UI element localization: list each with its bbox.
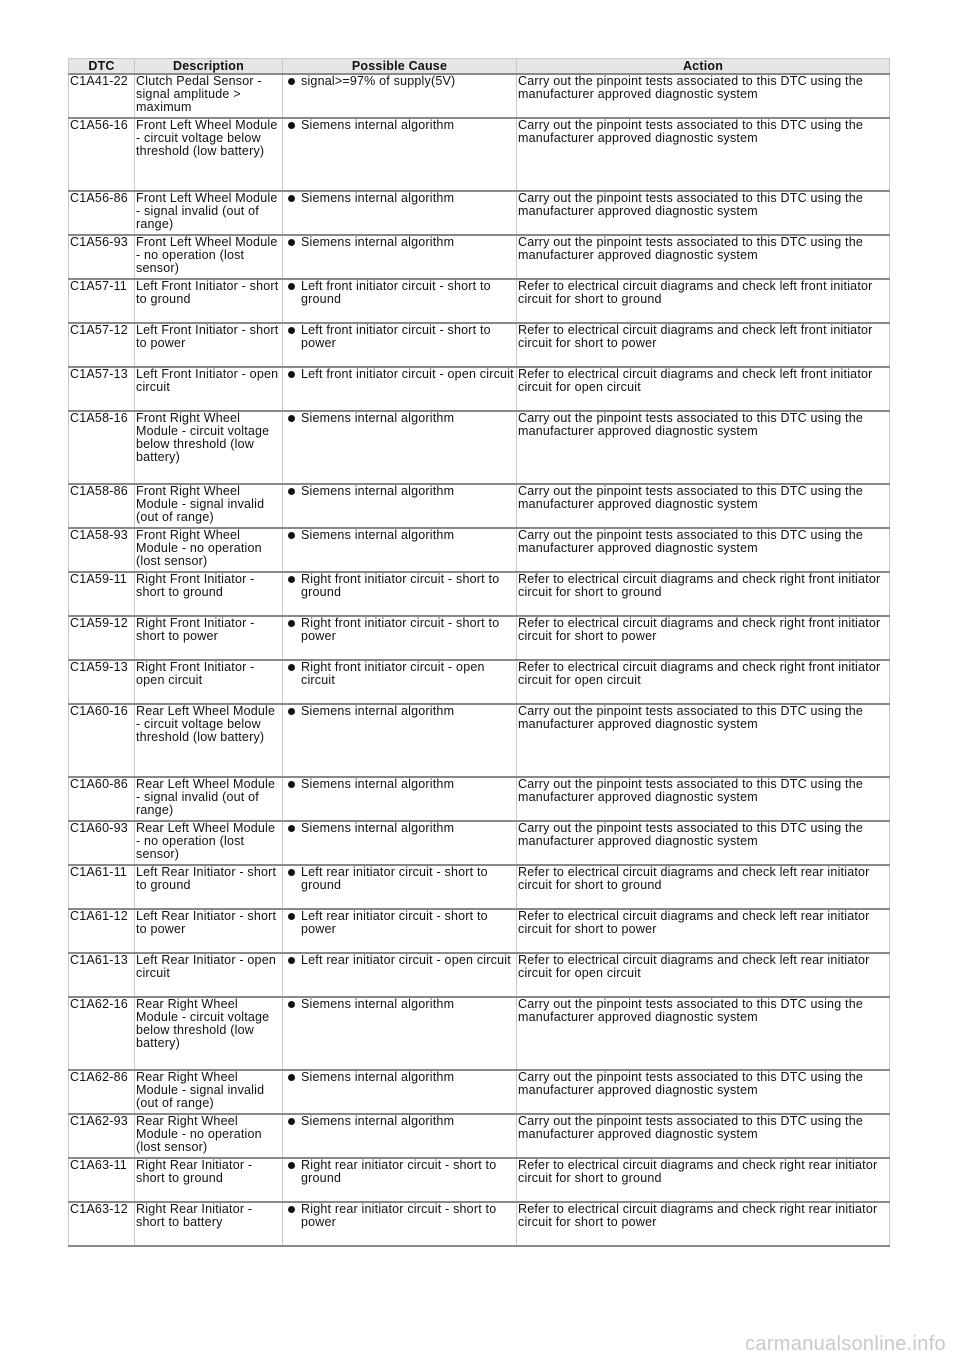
- table-row: [69, 572, 890, 616]
- table-header-row: [69, 59, 890, 75]
- dtc-code: [69, 367, 135, 411]
- dtc-description-text: Right Rear Initiator - short to ground: [136, 1158, 253, 1185]
- possible-cause: [283, 411, 517, 484]
- possible-cause-text: Left rear initiator circuit - short to power: [301, 909, 488, 936]
- table-row: [69, 235, 890, 279]
- possible-cause-text: Siemens internal algorithm: [301, 777, 455, 791]
- dtc-code: [69, 660, 135, 704]
- dtc-description: [135, 909, 283, 953]
- dtc-action-text: Refer to electrical circuit diagrams and check left front initiator circuit for open circuit: [518, 367, 873, 394]
- dtc-code: [69, 821, 135, 865]
- bullet-icon: [288, 1162, 295, 1169]
- table-row: [69, 865, 890, 909]
- dtc-description-text: Front Right Wheel Module - circuit voltage below threshold (low battery): [136, 411, 270, 464]
- table-row: [69, 1114, 890, 1158]
- bullet-icon: [288, 781, 295, 788]
- possible-cause: [283, 660, 517, 704]
- possible-cause-text: Siemens internal algorithm: [301, 411, 455, 425]
- dtc-action: [517, 411, 890, 484]
- dtc-action: [517, 235, 890, 279]
- dtc-description: [135, 953, 283, 997]
- dtc-description: [135, 323, 283, 367]
- dtc-code: [69, 909, 135, 953]
- possible-cause: [283, 777, 517, 821]
- dtc-action-text: Carry out the pinpoint tests associated to this DTC using the manufacturer approved diagnostic system: [518, 235, 864, 262]
- table-row: [69, 279, 890, 323]
- table-row: [69, 660, 890, 704]
- dtc-action-text: Refer to electrical circuit diagrams and check left rear initiator circuit for short to power: [518, 909, 870, 936]
- dtc-description-text: Rear Left Wheel Module - no operation (lost sensor): [136, 821, 276, 861]
- table-row: [69, 821, 890, 865]
- possible-cause: [283, 953, 517, 997]
- dtc-action: [517, 323, 890, 367]
- dtc-action-text: Carry out the pinpoint tests associated to this DTC using the manufacturer approved diagnostic system: [518, 191, 864, 218]
- dtc-action-text: Refer to electrical circuit diagrams and check left rear initiator circuit for short to ground: [518, 865, 870, 892]
- dtc-code-text: C1A63-12: [70, 1202, 128, 1216]
- dtc-action-text: Carry out the pinpoint tests associated to this DTC using the manufacturer approved diagnostic system: [518, 704, 864, 731]
- possible-cause-text: Siemens internal algorithm: [301, 1070, 455, 1084]
- dtc-code-text: C1A60-86: [70, 777, 128, 791]
- dtc-description: [135, 704, 283, 777]
- dtc-code: [69, 484, 135, 528]
- dtc-action: [517, 704, 890, 777]
- table-body: [69, 74, 890, 1246]
- dtc-code: [69, 74, 135, 118]
- dtc-description: [135, 1070, 283, 1114]
- dtc-action-text: Carry out the pinpoint tests associated to this DTC using the manufacturer approved diagnostic system: [518, 821, 864, 848]
- dtc-action-text: Carry out the pinpoint tests associated to this DTC using the manufacturer approved diagnostic system: [518, 411, 864, 438]
- dtc-code-text: C1A62-86: [70, 1070, 128, 1084]
- bullet-icon: [288, 532, 295, 539]
- dtc-description: [135, 865, 283, 909]
- possible-cause: [283, 528, 517, 572]
- dtc-code: [69, 235, 135, 279]
- table-row: [69, 953, 890, 997]
- possible-cause-text: Left front initiator circuit - short to ground: [301, 279, 491, 306]
- dtc-description: [135, 572, 283, 616]
- dtc-action-text: Refer to electrical circuit diagrams and check left front initiator circuit for short to ground: [518, 279, 873, 306]
- dtc-action: [517, 74, 890, 118]
- table-row: [69, 704, 890, 777]
- dtc-description-text: Rear Right Wheel Module - no operation (lost sensor): [136, 1114, 262, 1154]
- possible-cause-text: Siemens internal algorithm: [301, 484, 455, 498]
- possible-cause-text: Siemens internal algorithm: [301, 821, 455, 835]
- dtc-code: [69, 1202, 135, 1246]
- dtc-action-text: Carry out the pinpoint tests associated to this DTC using the manufacturer approved diagnostic system: [518, 484, 864, 511]
- dtc-action: [517, 909, 890, 953]
- dtc-code-text: C1A59-13: [70, 660, 128, 674]
- dtc-code: [69, 1158, 135, 1202]
- bullet-icon: [288, 957, 295, 964]
- dtc-description-text: Clutch Pedal Sensor - signal amplitude > maximum: [136, 74, 262, 114]
- table-row: [69, 997, 890, 1070]
- table-row: [69, 909, 890, 953]
- dtc-description: [135, 616, 283, 660]
- bullet-icon: [288, 664, 295, 671]
- possible-cause-text: Right front initiator circuit - short to ground: [301, 572, 500, 599]
- dtc-description: [135, 191, 283, 235]
- dtc-code: [69, 1114, 135, 1158]
- dtc-description-text: Right Front Initiator - short to ground: [136, 572, 255, 599]
- dtc-action-text: Carry out the pinpoint tests associated to this DTC using the manufacturer approved diagnostic system: [518, 74, 864, 101]
- possible-cause: [283, 997, 517, 1070]
- dtc-code: [69, 777, 135, 821]
- dtc-action: [517, 367, 890, 411]
- table-row: [69, 367, 890, 411]
- dtc-action: [517, 191, 890, 235]
- header-dtc: DTC: [69, 59, 135, 75]
- bullet-icon: [288, 1206, 295, 1213]
- dtc-description: [135, 118, 283, 191]
- possible-cause: [283, 1202, 517, 1246]
- header-possible-cause: Possible Cause: [283, 59, 517, 75]
- possible-cause: [283, 323, 517, 367]
- table-row: [69, 118, 890, 191]
- possible-cause: [283, 191, 517, 235]
- dtc-code: [69, 118, 135, 191]
- dtc-action-text: Refer to electrical circuit diagrams and check right front initiator circuit for short to power: [518, 616, 881, 643]
- possible-cause-text: Siemens internal algorithm: [301, 528, 455, 542]
- possible-cause: [283, 279, 517, 323]
- possible-cause-text: Left rear initiator circuit - short to ground: [301, 865, 488, 892]
- possible-cause: [283, 572, 517, 616]
- table-row: [69, 484, 890, 528]
- dtc-code-text: C1A58-93: [70, 528, 128, 542]
- dtc-code-text: C1A57-13: [70, 367, 128, 381]
- bullet-icon: [288, 576, 295, 583]
- dtc-description: [135, 74, 283, 118]
- dtc-code: [69, 704, 135, 777]
- dtc-action-text: Carry out the pinpoint tests associated to this DTC using the manufacturer approved diagnostic system: [518, 1114, 864, 1141]
- dtc-table: [68, 58, 890, 1247]
- dtc-description: [135, 1114, 283, 1158]
- bullet-icon: [288, 825, 295, 832]
- possible-cause-text: Left front initiator circuit - short to power: [301, 323, 491, 350]
- dtc-description: [135, 777, 283, 821]
- dtc-description: [135, 1158, 283, 1202]
- bullet-icon: [288, 913, 295, 920]
- possible-cause-text: Right rear initiator circuit - short to ground: [301, 1158, 497, 1185]
- dtc-action: [517, 1114, 890, 1158]
- dtc-description-text: Left Front Initiator - short to ground: [136, 279, 279, 306]
- dtc-description-text: Left Front Initiator - open circuit: [136, 367, 279, 394]
- dtc-action: [517, 997, 890, 1070]
- dtc-description: [135, 235, 283, 279]
- dtc-description-text: Right Front Initiator - short to power: [136, 616, 255, 643]
- dtc-action: [517, 572, 890, 616]
- dtc-description-text: Front Right Wheel Module - signal invalid (out of range): [136, 484, 265, 524]
- dtc-code: [69, 191, 135, 235]
- dtc-description-text: Left Rear Initiator - short to ground: [136, 865, 277, 892]
- possible-cause: [283, 1070, 517, 1114]
- dtc-code: [69, 279, 135, 323]
- bullet-icon: [288, 78, 295, 85]
- dtc-action-text: Refer to electrical circuit diagrams and check left rear initiator circuit for open circuit: [518, 953, 870, 980]
- dtc-action: [517, 953, 890, 997]
- table-row: [69, 616, 890, 660]
- possible-cause: [283, 1114, 517, 1158]
- dtc-code: [69, 865, 135, 909]
- header-description: Description: [135, 59, 283, 75]
- possible-cause: [283, 74, 517, 118]
- possible-cause-text: Left front initiator circuit - open circuit: [301, 367, 514, 381]
- dtc-code: [69, 616, 135, 660]
- dtc-description: [135, 367, 283, 411]
- dtc-description-text: Front Left Wheel Module - circuit voltage below threshold (low battery): [136, 118, 278, 158]
- dtc-description-text: Rear Left Wheel Module - signal invalid (out of range): [136, 777, 276, 817]
- dtc-description: [135, 279, 283, 323]
- possible-cause-text: signal>=97% of supply(5V): [301, 74, 456, 88]
- dtc-description-text: Front Left Wheel Module - no operation (lost sensor): [136, 235, 278, 275]
- bullet-icon: [288, 239, 295, 246]
- dtc-description-text: Left Rear Initiator - short to power: [136, 909, 277, 936]
- possible-cause-text: Siemens internal algorithm: [301, 235, 455, 249]
- dtc-action: [517, 865, 890, 909]
- bullet-icon: [288, 327, 295, 334]
- possible-cause-text: Siemens internal algorithm: [301, 191, 455, 205]
- dtc-code-text: C1A60-93: [70, 821, 128, 835]
- dtc-code-text: C1A61-12: [70, 909, 128, 923]
- dtc-action-text: Carry out the pinpoint tests associated to this DTC using the manufacturer approved diagnostic system: [518, 118, 864, 145]
- dtc-code-text: C1A61-11: [70, 865, 127, 879]
- dtc-action: [517, 528, 890, 572]
- dtc-description: [135, 528, 283, 572]
- dtc-action: [517, 118, 890, 191]
- dtc-code-text: C1A60-16: [70, 704, 128, 718]
- dtc-code-text: C1A41-22: [70, 74, 128, 88]
- dtc-description-text: Right Rear Initiator - short to battery: [136, 1202, 253, 1229]
- dtc-code: [69, 997, 135, 1070]
- dtc-code-text: C1A59-11: [70, 572, 127, 586]
- dtc-action: [517, 616, 890, 660]
- dtc-code-text: C1A58-86: [70, 484, 128, 498]
- possible-cause: [283, 484, 517, 528]
- dtc-action-text: Refer to electrical circuit diagrams and check right rear initiator circuit for short to ground: [518, 1158, 878, 1185]
- dtc-code: [69, 572, 135, 616]
- possible-cause-text: Right front initiator circuit - short to power: [301, 616, 500, 643]
- bullet-icon: [288, 195, 295, 202]
- dtc-action: [517, 1158, 890, 1202]
- dtc-description: [135, 411, 283, 484]
- dtc-description: [135, 821, 283, 865]
- possible-cause-text: Siemens internal algorithm: [301, 1114, 455, 1128]
- dtc-action-text: Carry out the pinpoint tests associated to this DTC using the manufacturer approved diagnostic system: [518, 777, 864, 804]
- bullet-icon: [288, 371, 295, 378]
- dtc-code: [69, 528, 135, 572]
- bullet-icon: [288, 488, 295, 495]
- dtc-code: [69, 323, 135, 367]
- possible-cause: [283, 821, 517, 865]
- possible-cause: [283, 704, 517, 777]
- dtc-code-text: C1A61-13: [70, 953, 128, 967]
- watermark: carmanualsonline.info: [745, 1333, 946, 1355]
- dtc-code-text: C1A56-16: [70, 118, 128, 132]
- dtc-code-text: C1A59-12: [70, 616, 128, 630]
- dtc-code-text: C1A57-12: [70, 323, 128, 337]
- table-row: [69, 191, 890, 235]
- possible-cause: [283, 865, 517, 909]
- dtc-code-text: C1A56-86: [70, 191, 128, 205]
- dtc-action: [517, 484, 890, 528]
- possible-cause: [283, 235, 517, 279]
- possible-cause: [283, 367, 517, 411]
- possible-cause: [283, 1158, 517, 1202]
- bullet-icon: [288, 1118, 295, 1125]
- dtc-code: [69, 411, 135, 484]
- possible-cause-text: Right front initiator circuit - open circuit: [301, 660, 485, 687]
- bullet-icon: [288, 415, 295, 422]
- dtc-action-text: Carry out the pinpoint tests associated to this DTC using the manufacturer approved diagnostic system: [518, 997, 864, 1024]
- possible-cause-text: Siemens internal algorithm: [301, 997, 455, 1011]
- dtc-code: [69, 953, 135, 997]
- table-row: [69, 74, 890, 118]
- dtc-action-text: Refer to electrical circuit diagrams and check right rear initiator circuit for short to power: [518, 1202, 878, 1229]
- dtc-description: [135, 484, 283, 528]
- header-action: Action: [517, 59, 890, 75]
- dtc-action-text: Refer to electrical circuit diagrams and check right front initiator circuit for short to ground: [518, 572, 881, 599]
- table-row: [69, 411, 890, 484]
- dtc-description: [135, 660, 283, 704]
- dtc-action-text: Carry out the pinpoint tests associated to this DTC using the manufacturer approved diagnostic system: [518, 528, 864, 555]
- dtc-description-text: Front Left Wheel Module - signal invalid (out of range): [136, 191, 278, 231]
- dtc-action: [517, 777, 890, 821]
- dtc-action-text: Carry out the pinpoint tests associated to this DTC using the manufacturer approved diagnostic system: [518, 1070, 864, 1097]
- table-row: [69, 1202, 890, 1246]
- table-row: [69, 777, 890, 821]
- dtc-code-text: C1A57-11: [70, 279, 127, 293]
- dtc-description: [135, 1202, 283, 1246]
- dtc-action: [517, 1202, 890, 1246]
- possible-cause: [283, 909, 517, 953]
- bullet-icon: [288, 1074, 295, 1081]
- bullet-icon: [288, 708, 295, 715]
- possible-cause-text: Left rear initiator circuit - open circuit: [301, 953, 511, 967]
- table-row: [69, 323, 890, 367]
- table-row: [69, 1158, 890, 1202]
- table-row: [69, 1070, 890, 1114]
- dtc-description: [135, 997, 283, 1070]
- bullet-icon: [288, 122, 295, 129]
- dtc-code-text: C1A62-16: [70, 997, 128, 1011]
- possible-cause: [283, 118, 517, 191]
- possible-cause-text: Siemens internal algorithm: [301, 704, 455, 718]
- dtc-action: [517, 660, 890, 704]
- dtc-code-text: C1A63-11: [70, 1158, 127, 1172]
- dtc-description-text: Left Rear Initiator - open circuit: [136, 953, 276, 980]
- dtc-action-text: Refer to electrical circuit diagrams and check right front initiator circuit for open circuit: [518, 660, 881, 687]
- dtc-action: [517, 821, 890, 865]
- bullet-icon: [288, 283, 295, 290]
- dtc-action: [517, 1070, 890, 1114]
- bullet-icon: [288, 620, 295, 627]
- dtc-description-text: Rear Left Wheel Module - circuit voltage below threshold (low battery): [136, 704, 276, 744]
- dtc-description-text: Rear Right Wheel Module - circuit voltage below threshold (low battery): [136, 997, 270, 1050]
- bullet-icon: [288, 1001, 295, 1008]
- dtc-code: [69, 1070, 135, 1114]
- dtc-description-text: Front Right Wheel Module - no operation (lost sensor): [136, 528, 262, 568]
- dtc-action-text: Refer to electrical circuit diagrams and check left front initiator circuit for short to power: [518, 323, 873, 350]
- bullet-icon: [288, 869, 295, 876]
- dtc-description-text: Rear Right Wheel Module - signal invalid (out of range): [136, 1070, 265, 1110]
- dtc-action: [517, 279, 890, 323]
- dtc-description-text: Left Front Initiator - short to power: [136, 323, 279, 350]
- table-row: [69, 528, 890, 572]
- possible-cause: [283, 616, 517, 660]
- dtc-code-text: C1A58-16: [70, 411, 128, 425]
- dtc-code-text: C1A62-93: [70, 1114, 128, 1128]
- dtc-code-text: C1A56-93: [70, 235, 128, 249]
- possible-cause-text: Right rear initiator circuit - short to power: [301, 1202, 497, 1229]
- dtc-description-text: Right Front Initiator - open circuit: [136, 660, 255, 687]
- possible-cause-text: Siemens internal algorithm: [301, 118, 455, 132]
